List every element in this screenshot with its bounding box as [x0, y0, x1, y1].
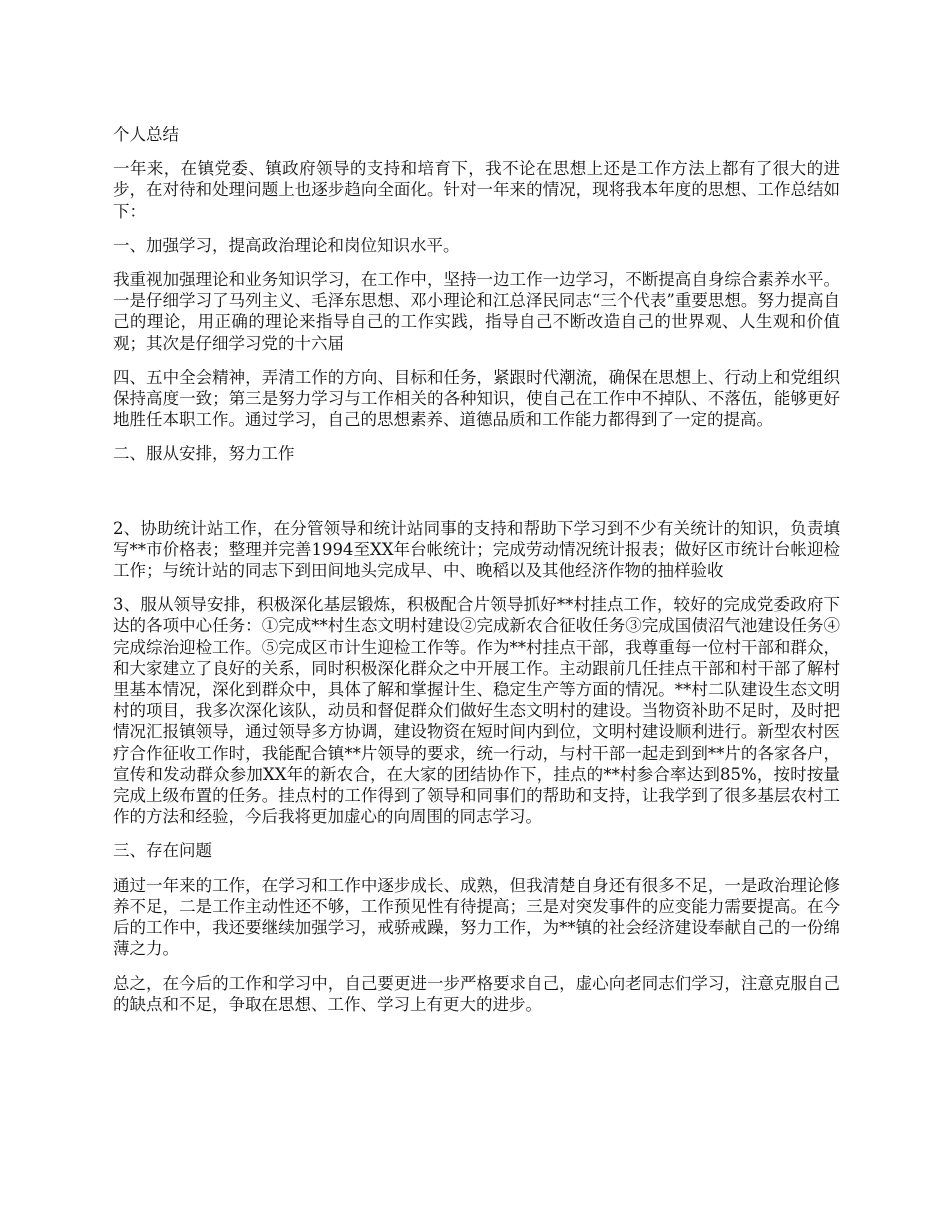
- section-heading-study: 一、加强学习，提高政治理论和岗位知识水平。: [113, 235, 460, 255]
- document-page: [113, 124, 840, 1028]
- problems-paragraph: 通过一年来的工作，在学习和工作中逐步成长、成熟，但我清楚自身还有很多不足，一是政治理论修养不足，二是工作主动性还不够，工作预见性有待提高；三是对突发事件的应变能力需要提高。在今后的工作中，我还要继续加强学习，戒骄戒躁，努力工作，为**镇的社会经济建设奉献自己的一份绵薄之力。: [113, 875, 840, 959]
- section-heading-work: 二、服从安排，努力工作: [113, 444, 295, 464]
- study-paragraph: 我重视加强理论和业务知识学习，在工作中，坚持一边工作一边学习，不断提高自身综合素养水平。一是仔细学习了马列主义、毛泽东思想、邓小理论和江总泽民同志“三个代表”重要思想。努力提高自己的理论，用正确的理论来指导自己的工作实践，指导自己不断改造自己的世界观、人生观和价值观；其次是仔细学习党的十六届: [113, 270, 840, 353]
- intro-paragraph: 一年来，在镇党委、镇政府领导的支持和培育下，我不论在思想上还是工作方法上都有了很大的进步，在对待和处理问题上也逐步趋向全面化。针对一年来的情况，现将我本年度的思想、工作总结如下：: [113, 159, 840, 221]
- section-heading-problems: 三、存在问题: [113, 841, 212, 861]
- study-paragraph-continued: 四、五中全会精神，弄清工作的方向、目标和任务，紧跟时代潮流，确保在思想上、行动上和党组织保持高度一致；第三是努力学习与工作相关的各种知识，使自己在工作中不掉队、不落伍，能够更好地胜任本职工作。通过学习，自己的思想素养、道德品质和工作能力都得到了一定的提高。: [113, 367, 840, 430]
- document-title: 个人总结: [113, 125, 179, 144]
- statistics-work-paragraph: 2、协助统计站工作，在分管领导和统计站同事的支持和帮助下学习到不少有关统计的知识，负责填写**市价格表；整理并完善1994至XX年台帐统计；完成劳动情况统计报表；做好区市统计台帐迎检工作；与统计站的同志下到田间地头完成早、中、晚稻以及其他经济作物的抽样验收: [113, 518, 840, 581]
- village-work-paragraph: 3、服从领导安排，积极深化基层锻炼，积极配合片领导抓好**村挂点工作，较好的完成党委政府下达的各项中心任务：①完成**村生态文明村建设②完成新农合征收任务③完成国债沼气池建设任务④完成综治迎检工作。⑤完成区市计生迎检工作等。作为**村挂点干部，我尊重每一位村干部和群众，和大家建立了良好的关系，同时积极深化群众之中开展工作。主动跟前几任挂点干部和村干部了解村里基本情况，深化到群众中，具体了解和掌握计生、稳定生产等方面的情况。**村二队建设生态文明村的项目，我多次深化该队，动员和督促群众们做好生态文明村的建设。当物资补助不足时，及时把情况汇报镇领导，通过领导多方协调，建设物资在短时间内到位，文明村建设顺利进行。新型农村医疗合作征收工作时，我能配合镇**片领导的要求，统一行动，与村干部一起走到到**片的各家各户，宣传和发动群众参加XX年的新农合，在大家的团结协作下，挂点的**村参合率达到85%，按时按量完成上级布置的任务。挂点村的工作得到了领导和同事们的帮助和支持，让我学到了很多基层农村工作的方法和经验，今后我将更加虚心的向周围的同志学习。: [113, 595, 840, 827]
- conclusion-paragraph: 总之，在今后的工作和学习中，自己要更进一步严格要求自己，虚心向老同志们学习，注意克服自己的缺点和不足，争取在思想、工作、学习上有更大的进步。: [113, 973, 840, 1014]
